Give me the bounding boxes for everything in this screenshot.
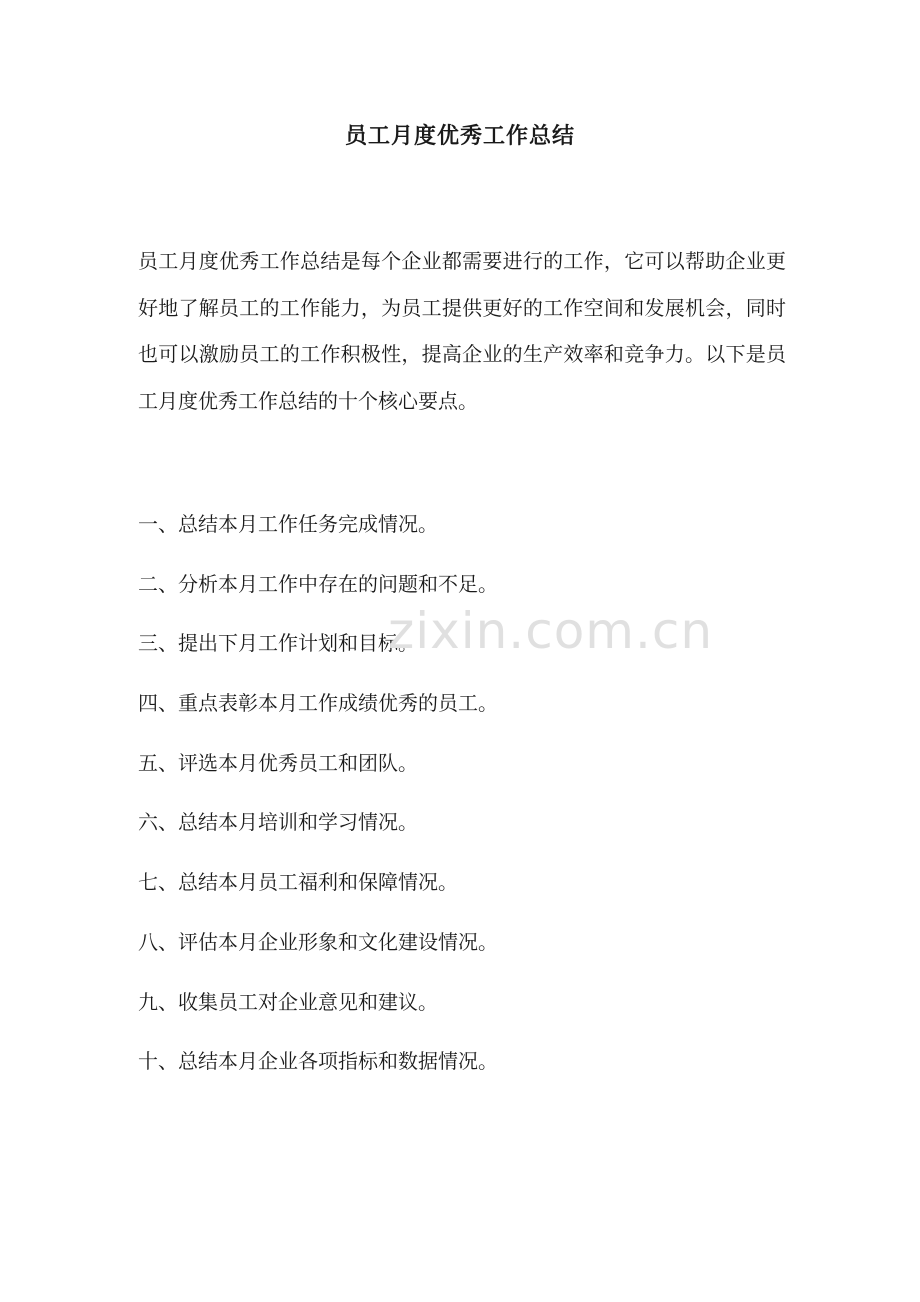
- list-item: 九、收集员工对企业意见和建议。: [138, 989, 438, 1014]
- list-item: 五、评选本月优秀员工和团队。: [138, 750, 418, 775]
- list-item: 六、总结本月培训和学习情况。: [138, 810, 418, 835]
- watermark: zixin.com.cn: [388, 602, 714, 660]
- list-item: 四、重点表彰本月工作成绩优秀的员工。: [138, 691, 498, 716]
- key-points-list: [138, 502, 798, 1099]
- list-item: 七、总结本月员工福利和保障情况。: [138, 870, 458, 895]
- list-item: 三、提出下月工作计划和目标。: [138, 631, 418, 656]
- document-title: 员工月度优秀工作总结: [344, 123, 575, 149]
- list-item: 十、总结本月企业各项指标和数据情况。: [138, 1049, 498, 1074]
- list-item: 一、总结本月工作任务完成情况。: [138, 512, 438, 536]
- intro-paragraph: 员工月度优秀工作总结是每个企业都需要进行的工作，它可以帮助企业更好地了解员工的工作能力，为员工提供更好的工作空间和发展机会，同时也可以激励员工的工作积极性，提高企业的生产效率和竞争力。以下是员工月度优秀工作总结的十个核心要点。: [138, 249, 786, 413]
- list-item: 八、评估本月企业形象和文化建设情况。: [138, 929, 498, 954]
- list-item: 二、分析本月工作中存在的问题和不足。: [138, 571, 498, 596]
